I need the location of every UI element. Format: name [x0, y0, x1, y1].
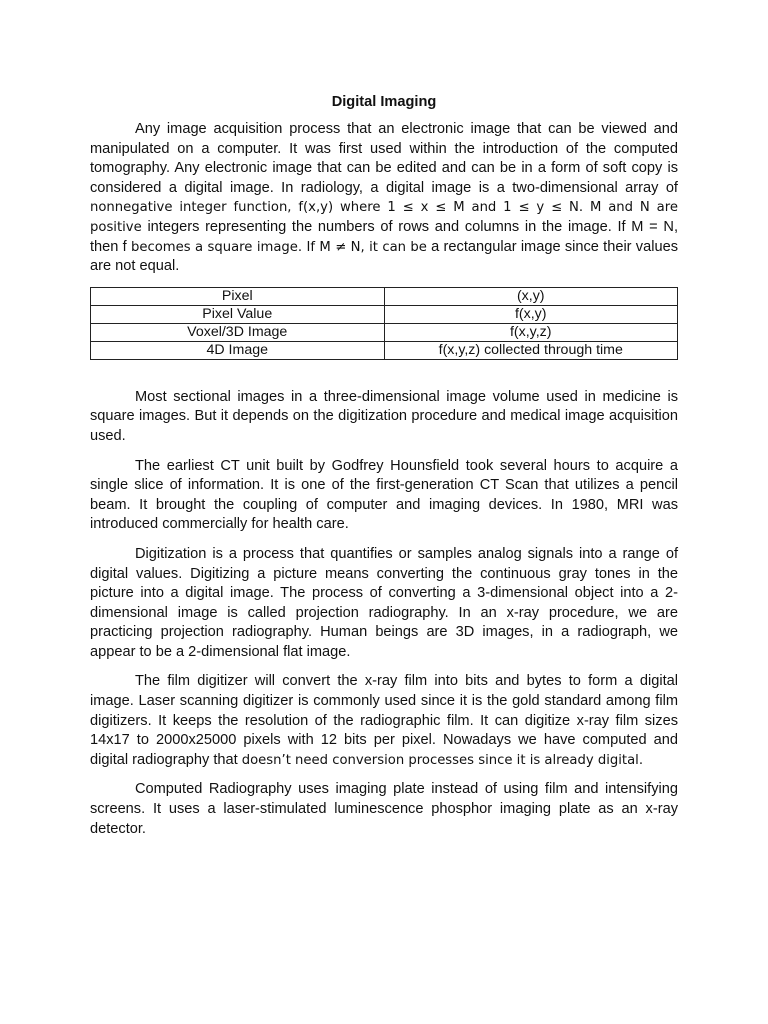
document-page	[90, 92, 678, 849]
paragraph-sectional-images: Most sectional images in a three-dimensional image volume used in medicine is square images. But it depends on the digitization procedure and medical image acquisition used.	[90, 388, 678, 444]
intro-text-2: nonnegative integer function, f(x,y) where 1 ≤ x ≤ M and 1 ≤ y ≤ N. M and N are positive	[90, 200, 678, 235]
paragraph-ct-history: The earliest CT unit built by Godfrey Hounsfield took several hours to acquire a single slice of information. It is one of the first-generation CT Scan that utilizes a pencil beam. It brought the coupling of computer and imaging devices. In 1980, MRI was introduced commercially for health care.	[90, 457, 678, 533]
table-row	[91, 287, 678, 305]
film-digitizer-text-1: The film digitizer will convert the x-ray film into bits and bytes to form a digital image. Laser scanning digitizer is commonly used since it is the gold standard among film digitizers. It keeps the resolution of the radiographic film. It can digitize x-ray film sizes 14x17 to 2000x25000 pixels with 12 bits per pixel. Nowadays we have computed and digital radiography that	[90, 673, 678, 768]
table-cell-term: Voxel/3D Image	[91, 323, 385, 341]
paragraph-computed-radiography: Computed Radiography uses imaging plate instead of using film and intensifying screens. It uses a laser-stimulated luminescence phosphor imaging plate as an x-ray detector.	[90, 781, 678, 837]
notation-table	[90, 287, 678, 360]
table-cell-notation: f(x,y)	[384, 305, 678, 323]
table-cell-term: Pixel Value	[91, 305, 385, 323]
intro-paragraph	[90, 120, 678, 277]
table-cell-notation: f(x,y,z) collected through time	[384, 341, 678, 359]
table-cell-notation: (x,y)	[384, 287, 678, 305]
intro-text-3: integers representing the numbers of rows and columns in the image. If M = N, then f	[90, 218, 678, 255]
table-cell-term: Pixel	[91, 287, 385, 305]
intro-text-1: Any image acquisition process that an electronic image that can be viewed and manipulated on a computer. It was first used within the introduction of the computed tomography. Any electronic image that can be edited and can be in a form of soft copy is considered a digital image. In radiology, a digital image is a two-dimensional array of	[90, 121, 678, 196]
film-digitizer-text-2: doesn’t need conversion processes since it is already digital.	[241, 752, 644, 768]
paragraph-film-digitizer	[90, 672, 678, 770]
table-row	[91, 341, 678, 359]
intro-text-5: a rectangular image since their values are not equal.	[90, 238, 678, 275]
paragraph-digitization: Digitization is a process that quantifies or samples analog signals into a range of digital values. Digitizing a picture means converting the continuous gray tones in the picture into a digital image. The process of converting a 3-dimensional object into a 2-dimensional image is called projection radiography. In an x-ray procedure, we are practicing projection radiography. Human beings are 3D images, in a radiograph, we appear to be a 2-dimensional flat image.	[90, 545, 678, 660]
table-row	[91, 323, 678, 341]
intro-text-4: becomes a square image. If M ≠ N, it can be	[130, 239, 427, 255]
table-cell-term: 4D Image	[91, 341, 385, 359]
table-row	[91, 305, 678, 323]
table-cell-notation: f(x,y,z)	[384, 323, 678, 341]
document-title: Digital Imaging	[331, 94, 437, 110]
